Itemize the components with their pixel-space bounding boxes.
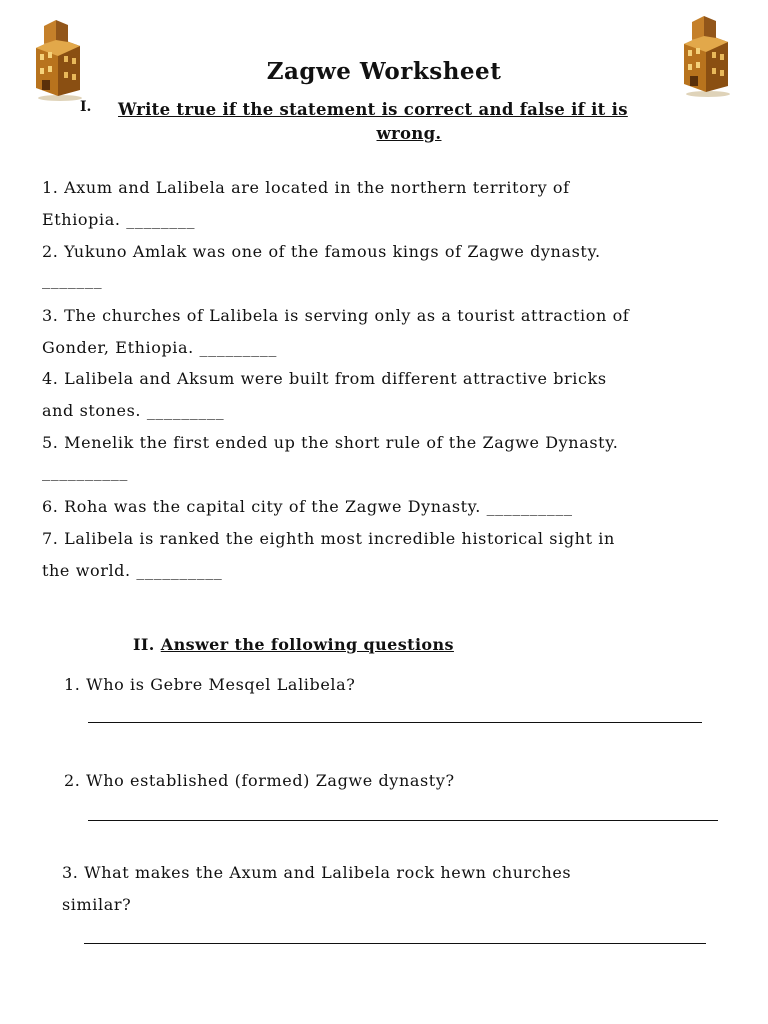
section1-number: I. (80, 99, 92, 115)
statement-1: 1. Axum and Lalibela are located in the northern territory of (42, 178, 570, 197)
answer-blank[interactable]: __________ (486, 497, 573, 516)
answer-line-2[interactable] (88, 820, 718, 821)
statement-7: 7. Lalibela is ranked the eighth most incredible historical sight in (42, 529, 615, 548)
answer-blank[interactable]: _________ (199, 338, 277, 357)
answer-line-3[interactable] (84, 943, 706, 944)
page-title: Zagwe Worksheet (266, 58, 502, 85)
statement-4-cont: and stones. _________ (42, 401, 225, 420)
question-2: 2. Who established (formed) Zagwe dynasty? (64, 771, 455, 790)
statement-3-cont: Gonder, Ethiopia. _________ (42, 338, 277, 357)
statement-2: 2. Yukuno Amlak was one of the famous kings of Zagwe dynasty. (42, 242, 601, 261)
answer-blank[interactable]: _________ (146, 401, 225, 420)
statement-7-cont: the world. __________ (42, 561, 223, 580)
question-3: 3. What makes the Axum and Lalibela rock hewn churches (62, 863, 572, 882)
section1-heading: Write true if the statement is correct and false if it is (118, 100, 628, 119)
section2-heading (133, 635, 454, 654)
statement-1-cont: Ethiopia. ________ (42, 210, 196, 229)
answer-blank[interactable]: _______ (42, 270, 103, 289)
answer-line-1[interactable] (88, 722, 702, 723)
statement-3: 3. The churches of Lalibela is serving only as a tourist attraction of (42, 306, 630, 325)
statement-6: 6. Roha was the capital city of the Zagwe Dynasty. __________ (42, 497, 573, 516)
statement-5: 5. Menelik the first ended up the short rule of the Zagwe Dynasty. (42, 433, 619, 452)
section2-heading-text: Answer the following questions (160, 635, 454, 654)
statement-4: 4. Lalibela and Aksum were built from different attractive bricks (42, 369, 607, 388)
answer-blank[interactable]: __________ (136, 561, 223, 580)
answer-blank[interactable]: ________ (126, 210, 196, 229)
church-tower-icon (676, 14, 736, 98)
question-1: 1. Who is Gebre Mesqel Lalibela? (64, 675, 356, 694)
question-3-cont: similar? (62, 895, 132, 914)
section1-heading-cont: wrong. (376, 124, 442, 143)
answer-blank[interactable]: __________ (42, 462, 128, 481)
section2-number: II. (133, 635, 155, 654)
